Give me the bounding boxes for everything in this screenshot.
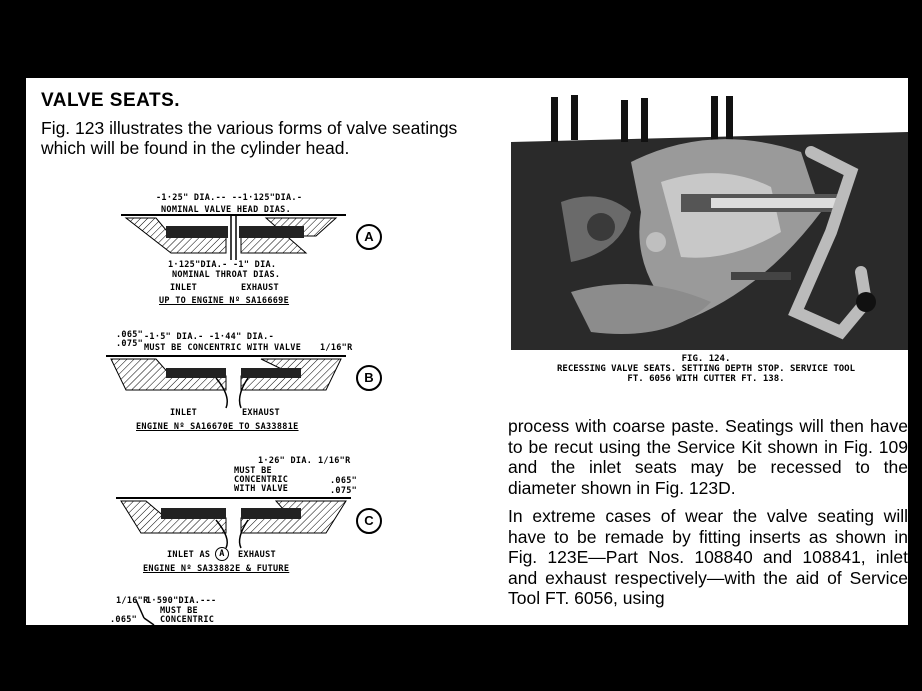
diagram-c-exhaust: EXHAUST: [238, 550, 276, 560]
diagram-a-nominal-throat: NOMINAL THROAT DIAS.: [172, 270, 281, 280]
diagram-c-concentric-1: MUST BE: [234, 466, 272, 476]
fig-124-line1: RECESSING VALVE SEATS. SETTING DEPTH STOP. SERVICE TOOL: [556, 364, 855, 374]
diagram-a-caption: UP TO ENGINE Nº SA16669E: [159, 296, 290, 306]
diagram-a-exhaust: EXHAUST: [241, 283, 279, 293]
diagram-c-concentric-2: CONCENTRIC: [234, 475, 289, 485]
fig-124-line2: FT. 6056 WITH CUTTER FT. 138.: [627, 374, 785, 384]
diagram-c-radius: 1/16"R: [318, 456, 351, 466]
diagram-a-dims-top: -1·25" DIA.-- --1·125"DIA.-: [156, 193, 303, 203]
body-text: [508, 416, 908, 617]
diagram-c-concentric-3: WITH VALVE: [234, 484, 289, 494]
diagram-d-dim-left: .065": [110, 615, 138, 625]
diagram-b-radius: 1/16"R: [320, 343, 353, 353]
diagram-a-drawing: [121, 215, 346, 260]
diagram-a-dims-bottom: 1·125"DIA.- -1" DIA.: [168, 260, 277, 270]
intro-paragraph: Fig. 123 illustrates the various forms of valve seatings which will be found in the cylinder head.: [41, 118, 458, 158]
diagram-b-letter: B: [356, 365, 382, 391]
diagram-d-line2: CONCENTRIC: [160, 615, 215, 625]
diagram-b-inlet: INLET: [170, 408, 198, 418]
diagram-b-exhaust: EXHAUST: [242, 408, 280, 418]
diagram-c-letter: C: [356, 508, 382, 534]
diagram-b-concentric: MUST BE CONCENTRIC WITH VALVE: [144, 343, 302, 353]
diagram-c-drawing: [116, 498, 351, 548]
diagram-a-inlet: INLET: [170, 283, 198, 293]
diagram-a-nominal-head: NOMINAL VALVE HEAD DIAS.: [161, 205, 292, 215]
diagram-b-dim-left2: .075": [116, 339, 144, 349]
fig-124-title: FIG. 124.: [681, 354, 731, 364]
body-paragraph-1: process with coarse paste. Seatings will then have to be recut using the Service Kit shown in Fig. 109 and the inlet seats may be recessed to the diameter shown in Fig. 123D.: [508, 416, 908, 498]
diagram-c-dim-right: .065": [330, 476, 358, 486]
diagram-b-drawing: [106, 356, 346, 408]
diagram-d-dim: 1·590"DIA.---: [146, 596, 217, 606]
diagram-d-line1: MUST BE: [160, 606, 198, 616]
diagram-d-radius: 1/16"R: [116, 596, 149, 606]
diagram-b-caption: ENGINE Nº SA16670E TO SA33881E: [136, 422, 299, 432]
diagram-c-inlet-ref: A: [215, 547, 229, 561]
section-heading: VALVE SEATS.: [41, 90, 181, 111]
diagram-c-dim-right2: .075": [330, 486, 358, 496]
diagram-b-dim-left: .065": [116, 330, 144, 340]
diagram-c-dim-top: 1·26" DIA.: [258, 456, 313, 466]
diagram-c-inlet: INLET AS: [167, 550, 211, 560]
document-page: [26, 78, 908, 625]
diagram-c-caption: ENGINE Nº SA33882E & FUTURE: [143, 564, 290, 574]
fig-124-photo: [511, 92, 908, 350]
diagram-a-letter: A: [356, 224, 382, 250]
diagram-b-dims-top: -1·5" DIA.- -1·44" DIA.-: [144, 332, 275, 342]
body-paragraph-2: In extreme cases of wear the valve seating will have to be remade by fitting inserts as shown in Fig. 123E—Part Nos. 108840 and 108841, inlet and exhaust respectively—with the aid of Service Tool FT. 6056, using: [508, 506, 908, 608]
